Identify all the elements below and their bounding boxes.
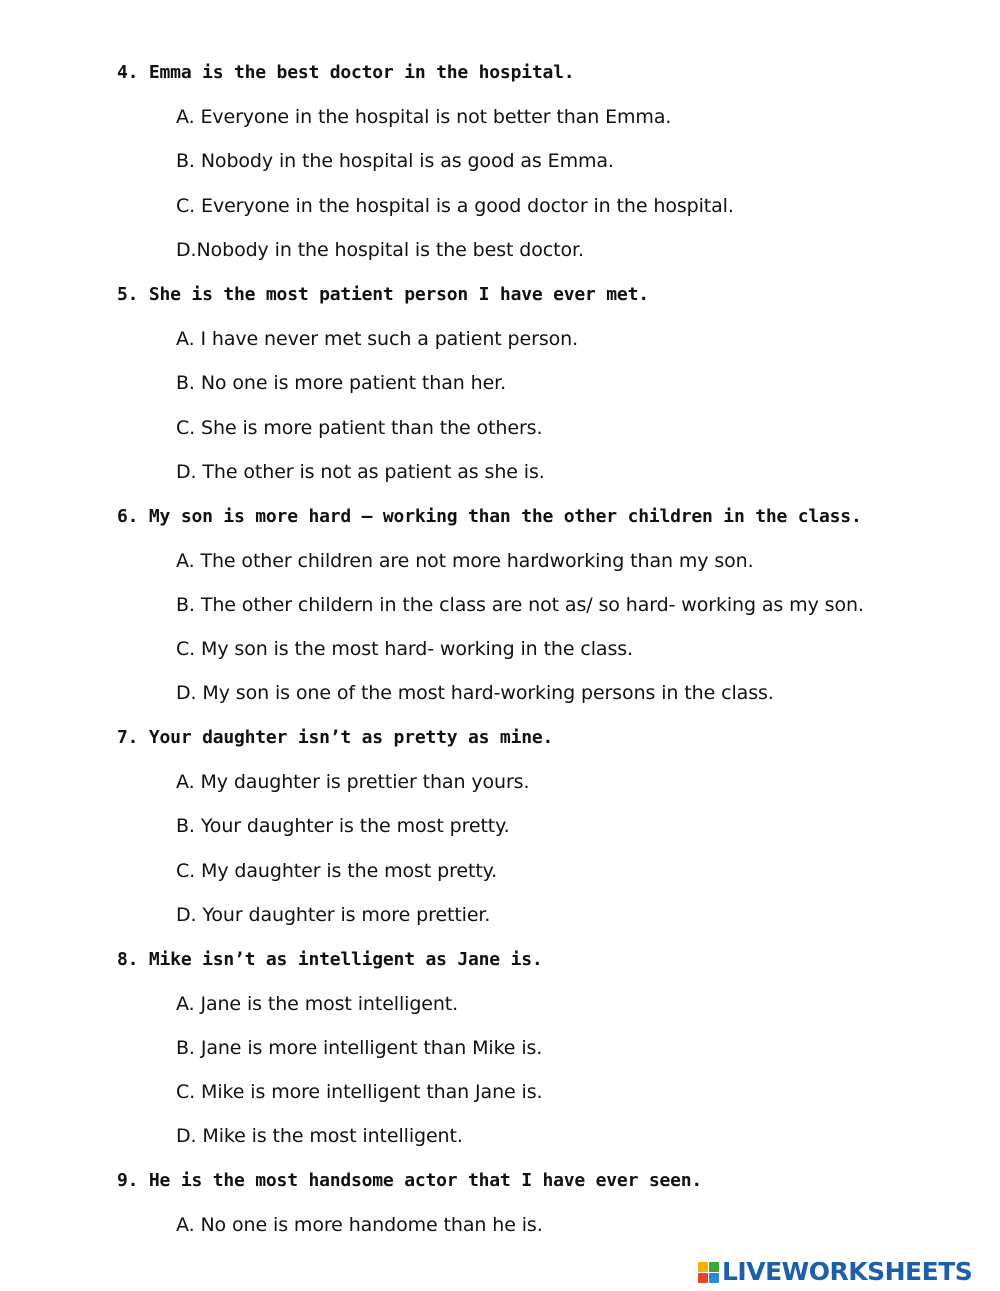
question-stem: 6. My son is more hard – working than the other children in the class. (117, 506, 862, 527)
answer-option[interactable]: B. Your daughter is the most pretty. (176, 815, 510, 837)
answer-option[interactable]: A. My daughter is prettier than yours. (176, 771, 530, 793)
answer-option[interactable]: D.Nobody in the hospital is the best doctor. (176, 239, 584, 261)
answer-option[interactable]: D. Mike is the most intelligent. (176, 1125, 463, 1147)
answer-option[interactable]: C. My son is the most hard- working in the class. (176, 638, 633, 660)
answer-option[interactable]: C. My daughter is the most pretty. (176, 860, 498, 882)
answer-option[interactable]: A. No one is more handome than he is. (176, 1214, 543, 1236)
answer-option[interactable]: A. Jane is the most intelligent. (176, 993, 459, 1015)
answer-option[interactable]: C. Mike is more intelligent than Jane is. (176, 1081, 543, 1103)
answer-option[interactable]: B. Jane is more intelligent than Mike is. (176, 1037, 543, 1059)
logo-block (709, 1262, 719, 1272)
answer-option[interactable]: D. The other is not as patient as she is. (176, 461, 545, 483)
liveworksheets-logo (698, 1257, 972, 1287)
answer-option[interactable]: C. She is more patient than the others. (176, 417, 543, 439)
logo-block (698, 1273, 708, 1283)
answer-option[interactable]: A. I have never met such a patient person. (176, 328, 579, 350)
answer-option[interactable]: C. Everyone in the hospital is a good doctor in the hospital. (176, 195, 734, 217)
question-stem: 9. He is the most handsome actor that I have ever seen. (117, 1170, 703, 1191)
answer-option[interactable]: A. The other children are not more hardworking than my son. (176, 550, 754, 572)
question-stem: 4. Emma is the best doctor in the hospital. (117, 62, 575, 83)
logo-block (698, 1262, 708, 1272)
question-stem: 8. Mike isn’t as intelligent as Jane is. (117, 949, 543, 970)
question-stem: 5. She is the most patient person I have ever met. (117, 284, 649, 305)
logo-blocks-icon (698, 1262, 719, 1283)
answer-option[interactable]: A. Everyone in the hospital is not better than Emma. (176, 106, 672, 128)
answer-option[interactable]: B. The other childern in the class are not as/ so hard- working as my son. (176, 594, 864, 616)
answer-option[interactable]: D. My son is one of the most hard-working persons in the class. (176, 682, 774, 704)
answer-option[interactable]: B. No one is more patient than her. (176, 372, 507, 394)
answer-option[interactable]: D. Your daughter is more prettier. (176, 904, 491, 926)
question-stem: 7. Your daughter isn’t as pretty as mine. (117, 727, 554, 748)
answer-option[interactable]: B. Nobody in the hospital is as good as Emma. (176, 150, 614, 172)
logo-text: LIVEWORKSHEETS (722, 1257, 973, 1286)
logo-block (709, 1273, 719, 1283)
